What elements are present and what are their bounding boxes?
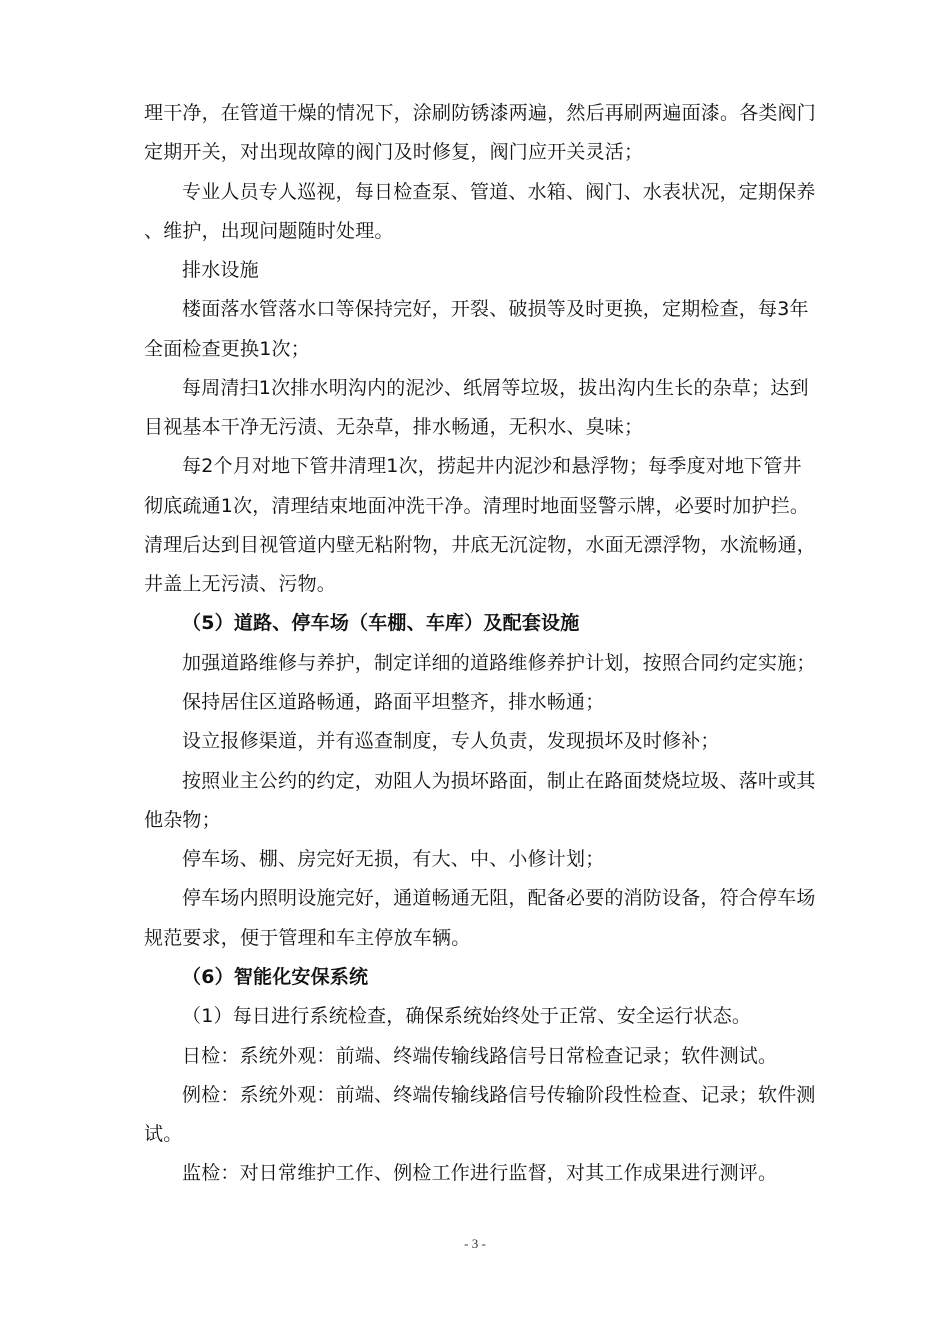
body-text-line: 彻底疏通1次，清理结束地面冲洗干净。清理时地面竖警示牌，必要时加护拦。 [144, 495, 810, 517]
body-text-line: 规范要求，便于管理和车主停放车辆。 [144, 927, 471, 949]
body-text-line: 目视基本干净无污渍、无杂草，排水畅通，无积水、臭味； [144, 416, 644, 438]
section-heading-6: （6）智能化安保系统 [182, 966, 369, 988]
body-text-line: 试。 [144, 1123, 183, 1145]
paragraph-first-line: 每周清扫1次排水明沟内的泥沙、纸屑等垃圾，拔出沟内生长的杂草；达到 [182, 377, 809, 399]
body-text-line: 、维护，出现问题随时处理。 [144, 220, 394, 242]
subheading: 排水设施 [182, 259, 259, 281]
body-text-line: 全面检查更换1次； [144, 338, 310, 360]
paragraph-first-line: 保持居住区道路畅通，路面平坦整齐，排水畅通； [182, 691, 605, 713]
body-text-line: 他杂物； [144, 809, 221, 831]
paragraph-first-line: 设立报修渠道，并有巡查制度，专人负责，发现损坏及时修补； [182, 730, 720, 752]
paragraph-first-line: 楼面落水管落水口等保持完好，开裂、破损等及时更换，定期检查，每3年 [182, 298, 809, 320]
paragraph-first-line: 加强道路维修与养护，制定详细的道路维修养护计划，按照合同约定实施； [182, 652, 816, 674]
paragraph-first-line: 每2个月对地下管井清理1次，捞起井内泥沙和悬浮物；每季度对地下管井 [182, 455, 802, 477]
body-text-line: 清理后达到目视管道内壁无粘附物，井底无沉淀物，水面无漂浮物，水流畅通， [144, 534, 817, 556]
paragraph-first-line: （1）每日进行系统检查，确保系统始终处于正常、安全运行状态。 [182, 1005, 752, 1027]
paragraph-first-line: 例检：系统外观：前端、终端传输线路信号传输阶段性检查、记录；软件测 [182, 1084, 816, 1106]
paragraph-first-line: 专业人员专人巡视，每日检查泵、管道、水箱、阀门、水表状况，定期保养 [182, 181, 816, 203]
body-text-line: 定期开关，对出现故障的阀门及时修复，阀门应开关灵活； [144, 141, 644, 163]
section-heading-5: （5）道路、停车场（车棚、车库）及配套设施 [182, 612, 580, 634]
body-text-line: 井盖上无污渍、污物。 [144, 573, 337, 595]
paragraph-first-line: 停车场内照明设施完好，通道畅通无阻，配备必要的消防设备，符合停车场 [182, 887, 816, 909]
body-text-line: 理干净，在管道干燥的情况下，涂刷防锈漆两遍，然后再刷两遍面漆。各类阀门 [144, 102, 817, 124]
paragraph-first-line: 按照业主公约的约定，劝阻人为损坏路面，制止在路面焚烧垃圾、落叶或其 [182, 770, 816, 792]
paragraph-first-line: 日检：系统外观：前端、终端传输线路信号日常检查记录；软件测试。 [182, 1045, 778, 1067]
paragraph-first-line: 监检：对日常维护工作、例检工作进行监督，对其工作成果进行测评。 [182, 1162, 778, 1184]
paragraph-first-line: 停车场、棚、房完好无损，有大、中、小修计划； [182, 848, 605, 870]
page-number: - 3 - [464, 1236, 486, 1251]
